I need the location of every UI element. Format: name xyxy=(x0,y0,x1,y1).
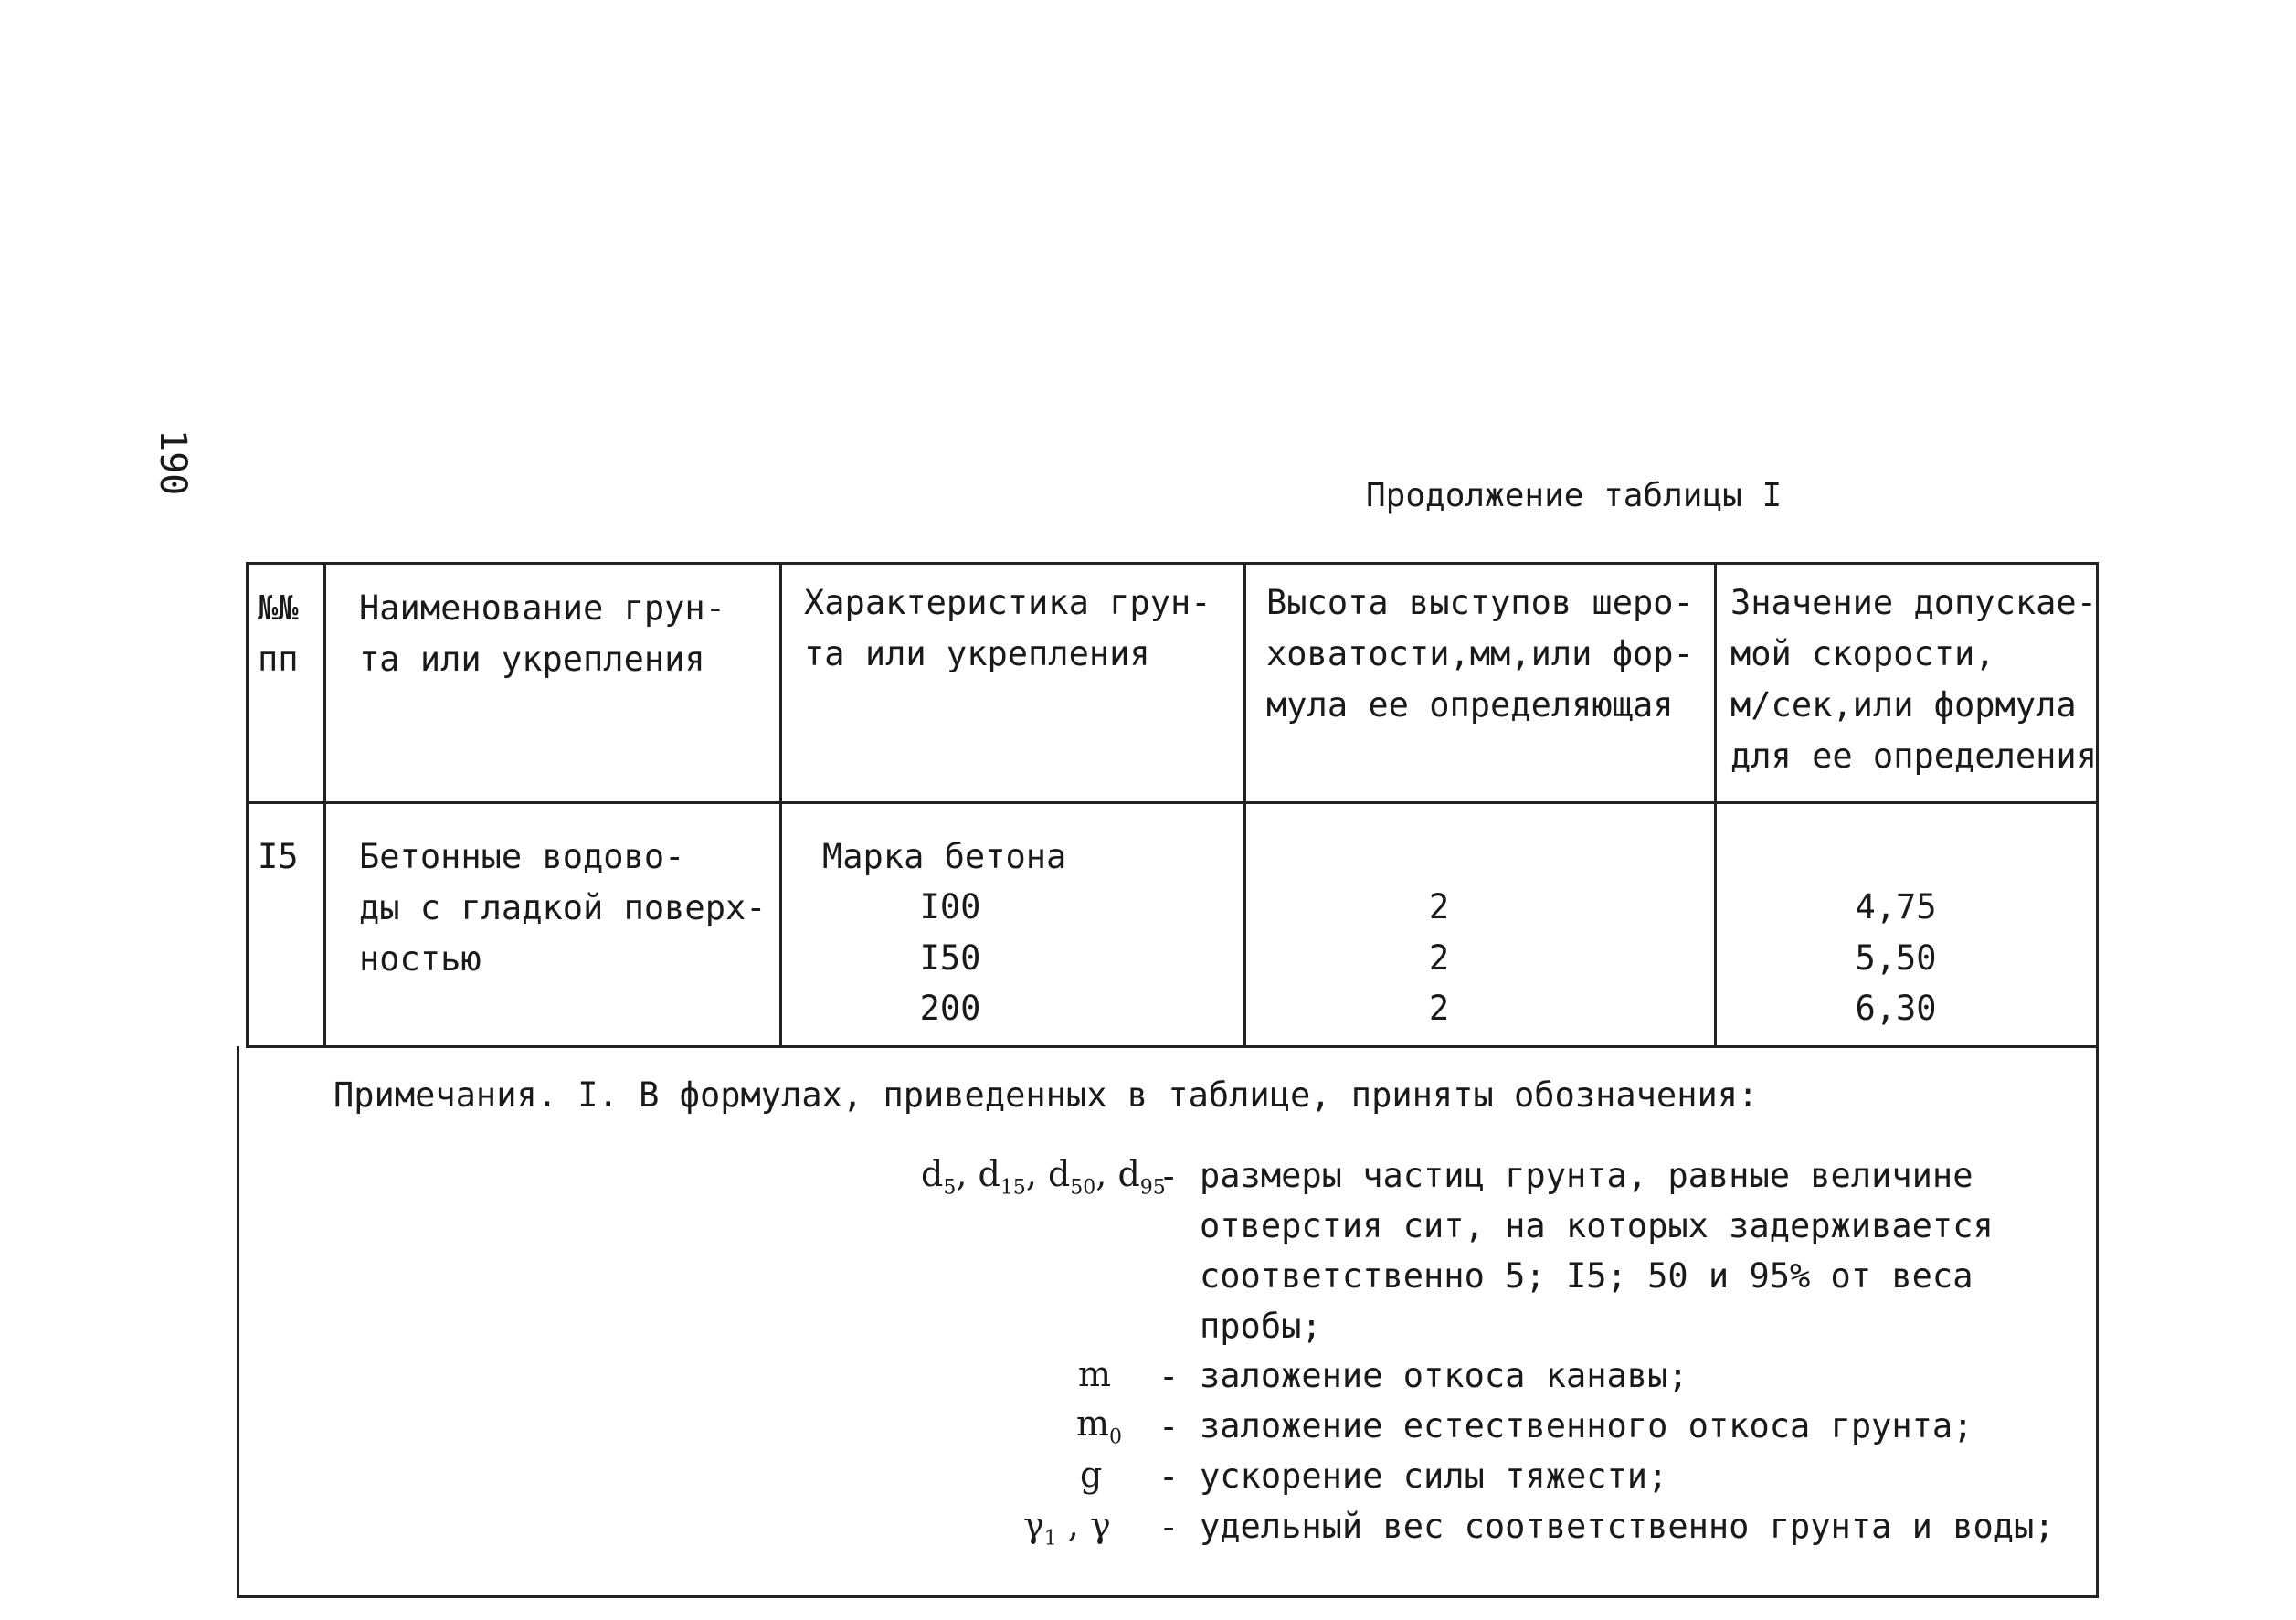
symbol-gamma: $\gamma_1$ , γ xyxy=(1023,1505,1111,1551)
dash: - xyxy=(1159,1357,1180,1396)
table-caption: Продолжение таблицы I xyxy=(1366,477,1783,514)
definition-m0: заложение естественного откоса грунта; xyxy=(1200,1406,1973,1445)
dash: - xyxy=(1159,1157,1180,1196)
column-divider xyxy=(323,562,326,1048)
row-name: Бетонные водово- ды с гладкой поверх- ностью xyxy=(359,837,767,979)
grade-value: I00 xyxy=(919,887,981,926)
definition-gamma: удельный вес соответственно грунта и воды; xyxy=(1200,1507,2055,1546)
dash: - xyxy=(1159,1508,1180,1547)
dash: - xyxy=(1159,1407,1180,1446)
symbol-m: m xyxy=(1078,1354,1112,1394)
column-divider xyxy=(1243,562,1246,1048)
header-divider xyxy=(246,801,2099,804)
definition-m: заложение откоса канавы; xyxy=(1200,1356,1688,1395)
grade-value: 200 xyxy=(919,989,981,1028)
symbol-g: g xyxy=(1080,1455,1103,1495)
header-name: Наименование грун- та или укрепления xyxy=(359,588,725,679)
notes-title: Примечания. I. В формулах, приведенных в таблице, приняты обозначения: xyxy=(333,1075,1759,1115)
header-roughness: Высота выступов шеро- ховатости,мм,или фор- мула ее определяющая xyxy=(1266,583,1694,725)
dash: - xyxy=(1159,1457,1180,1497)
column-divider xyxy=(779,562,782,1048)
column-divider xyxy=(1714,562,1717,1048)
definition-particle-sizes: размеры частиц грунта, равные величине отверстия сит, на которых задерживается соответственно 5; I5; 50 и 95% от веса пробы; xyxy=(1200,1156,1994,1346)
definition-g: ускорение силы тяжести; xyxy=(1200,1456,1668,1496)
velocity-value: 5,50 xyxy=(1855,938,1937,978)
symbol-particle-sizes: $d_5$, $d_{15}$, $d_{50}$, $d_{95}$ xyxy=(921,1154,1166,1200)
velocity-value: 4,75 xyxy=(1855,887,1937,926)
roughness-value: 2 xyxy=(1428,887,1450,926)
header-velocity: Значение допускае- мой скорости, м/сек,или формула для ее определения xyxy=(1730,583,2097,776)
row-num: I5 xyxy=(258,837,299,876)
roughness-value: 2 xyxy=(1428,938,1450,978)
roughness-value: 2 xyxy=(1428,989,1450,1028)
row-characteristic-title: Марка бетона xyxy=(822,837,1067,876)
page-number: 190 xyxy=(152,429,194,496)
grade-value: I50 xyxy=(919,938,981,978)
header-num: №№ пп xyxy=(258,588,299,679)
symbol-m0: $m_0$ xyxy=(1076,1403,1123,1449)
velocity-value: 6,30 xyxy=(1855,989,1937,1028)
header-characteristic: Характеристика грун- та или укрепления xyxy=(804,583,1211,673)
